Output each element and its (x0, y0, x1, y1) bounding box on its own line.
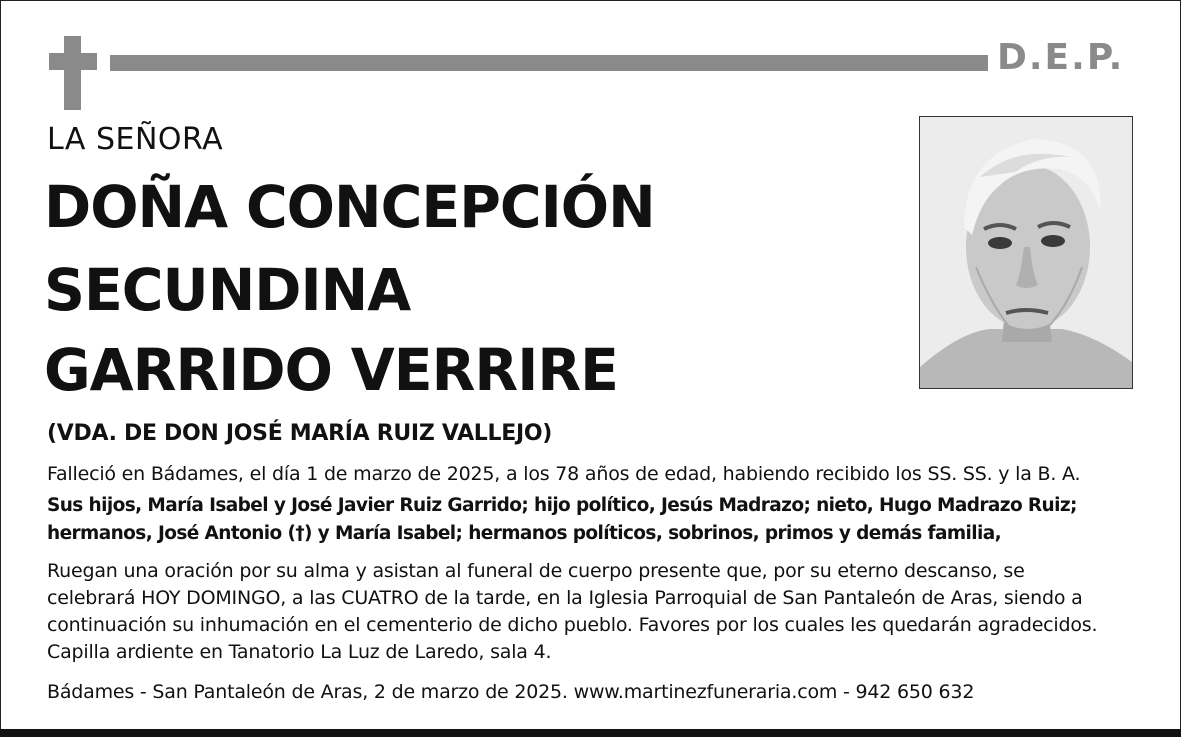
family-line: Sus hijos, María Isabel y José Javier Ruiz Garrido; hijo político, Jesús Madrazo; nieto, Hugo Madrazo Ruiz; (47, 495, 1077, 516)
footer-line: Bádames - San Pantaleón de Aras, 2 de marzo de 2025. www.martinezfuneraria.com - 942 650 632 (47, 681, 975, 703)
deceased-name-line2: SECUNDINA (44, 256, 411, 324)
deceased-name-line3: GARRIDO VERRIRE (44, 336, 619, 404)
portrait-photo (919, 116, 1133, 389)
request-line: Capilla ardiente en Tanatorio La Luz de Laredo, sala 4. (47, 641, 552, 663)
widow-of: (VDA. DE DON JOSÉ MARÍA RUIZ VALLEJO) (47, 421, 552, 446)
dep-label: D.E.P. (997, 37, 1125, 78)
cross-icon (64, 36, 81, 110)
funeral-request (47, 558, 1097, 666)
header-rule (110, 55, 988, 71)
pre-title: LA SEÑORA (47, 122, 224, 157)
family-line: hermanos, José Antonio (†) y María Isabel; hermanos políticos, sobrinos, primos y demás familia, (47, 523, 1002, 544)
request-line: continuación su inhumación en el cementerio de dicho pueblo. Favores por los cuales les quedarán agradecidos. (47, 614, 1098, 636)
request-line: Ruegan una oración por su alma y asistan al funeral de cuerpo presente que, por su eterno descanso, se (47, 560, 1025, 582)
family-list (47, 492, 1077, 548)
deceased-name-line1: DOÑA CONCEPCIÓN (44, 173, 655, 241)
bottom-border (0, 729, 1181, 737)
portrait-image (920, 117, 1132, 388)
cross-icon-arm (49, 53, 97, 70)
request-line: celebrará HOY DOMINGO, a las CUATRO de la tarde, en la Iglesia Parroquial de San Pantaleón de Aras, siendo a (47, 587, 1083, 609)
death-notice: Falleció en Bádames, el día 1 de marzo de 2025, a los 78 años de edad, habiendo recibido los SS. SS. y la B. A. (47, 463, 1081, 485)
